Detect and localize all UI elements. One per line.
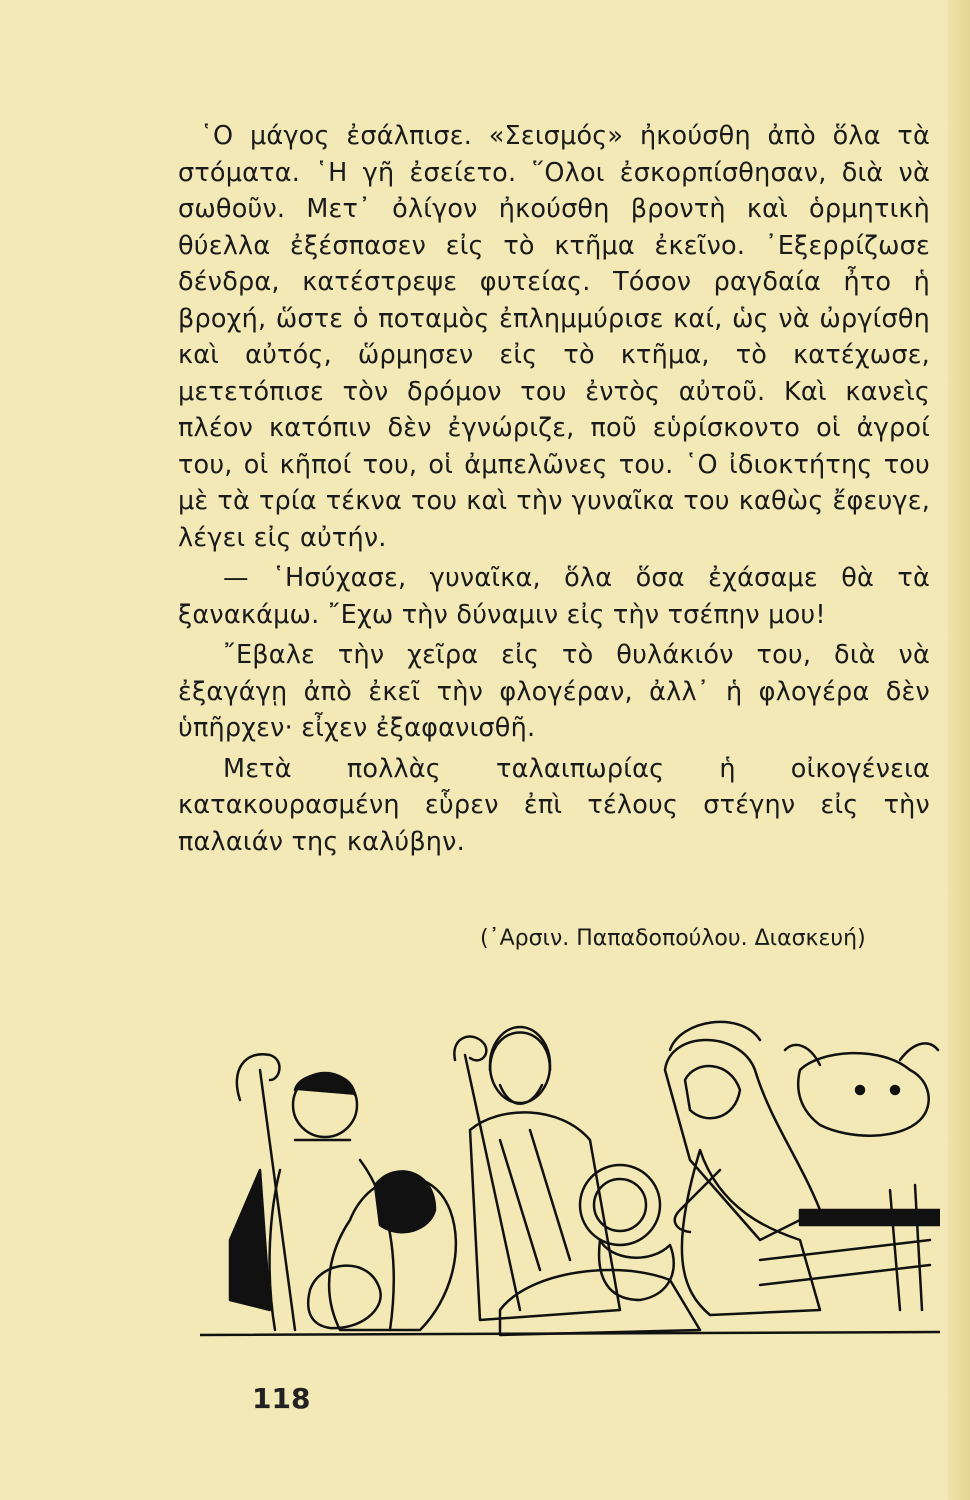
story-text	[178, 118, 930, 860]
sheep	[308, 1266, 380, 1329]
page-edge	[948, 0, 970, 1500]
joseph-head	[490, 1027, 550, 1103]
ox	[798, 1053, 929, 1136]
ground-line	[200, 1332, 940, 1335]
fence	[760, 1185, 930, 1310]
nativity-illustration	[200, 1010, 940, 1340]
paragraph-4: Μετὰ πολλὰς ταλαιπωρίας ἡ οἰκογένεια κατακουρασμένη εὗρεν ἐπὶ τέλους στέγην εἰς τὴν παλαιάν της καλύβην.	[178, 753, 930, 857]
source-attribution: (᾿Αρσιν. Παπαδοπούλου. Διασκευή)	[480, 926, 866, 951]
page-number: 118	[252, 1382, 311, 1415]
paragraph-3: ῎Εβαλε τὴν χεῖρα εἰς τὸ θυλάκιόν του, διὰ νὰ ἐξαγάγῃ ἀπὸ ἐκεῖ τὴν φλογέραν, ἀλλ᾿ ἡ φλογέρα δὲν ὑπῆρχεν· εἶχεν ἐξαφανισθῆ.	[178, 640, 930, 743]
paragraph-1: ῾Ο μάγος ἐσάλπισε. «Σεισμός» ἠκούσθη ἀπὸ ὅλα τὰ στόματα. ῾Η γῆ ἐσείετο. ῞Ολοι ἐσκορπίσθησαν, διὰ νὰ σωθοῦν. Μετ᾿ ὀλίγον ἠκούσθη βροντὴ καὶ ὁρμητικὴ θύελλα ἐξέσπασεν εἰς τὸ κτῆμα ἐκεῖνο. ᾿Εξερρίζωσε δένδρα, κατέστρεψε φυτείας. Τόσον ραγδαία ἦτο ἡ βροχή, ὥστε ὁ ποταμὸς ἐπλημμύρισε καί, ὡς νὰ ὠργίσθη καὶ αὐτός, ὥρμησεν εἰς τὸ κτῆμα, τὸ κατέχωσε, μετετόπισε τὸν δρόμον του ἐντὸς αὐτοῦ. Καὶ κανεὶς πλέον κατόπιν δὲν ἐγνώριζε, ποῦ εὑρίσκοντο οἱ ἀγροί του, οἱ κῆποί του, οἱ ἀμπελῶνες του. ῾Ο ἰδιοκτήτης του μὲ τὰ τρία τέκνα του καὶ τὴν γυναῖκα του καθὼς ἔφευγε, λέγει εἰς αὐτήν.	[178, 121, 930, 553]
baby-halo	[580, 1165, 660, 1245]
paragraph-2: — ῾Ησύχασε, γυναῖκα, ὅλα ὅσα ἐχάσαμε θὰ τὰ ξανακάμω. ῎Εχω τὴν δύναμιν εἰς τὴν τσέπην μου!	[178, 563, 930, 630]
